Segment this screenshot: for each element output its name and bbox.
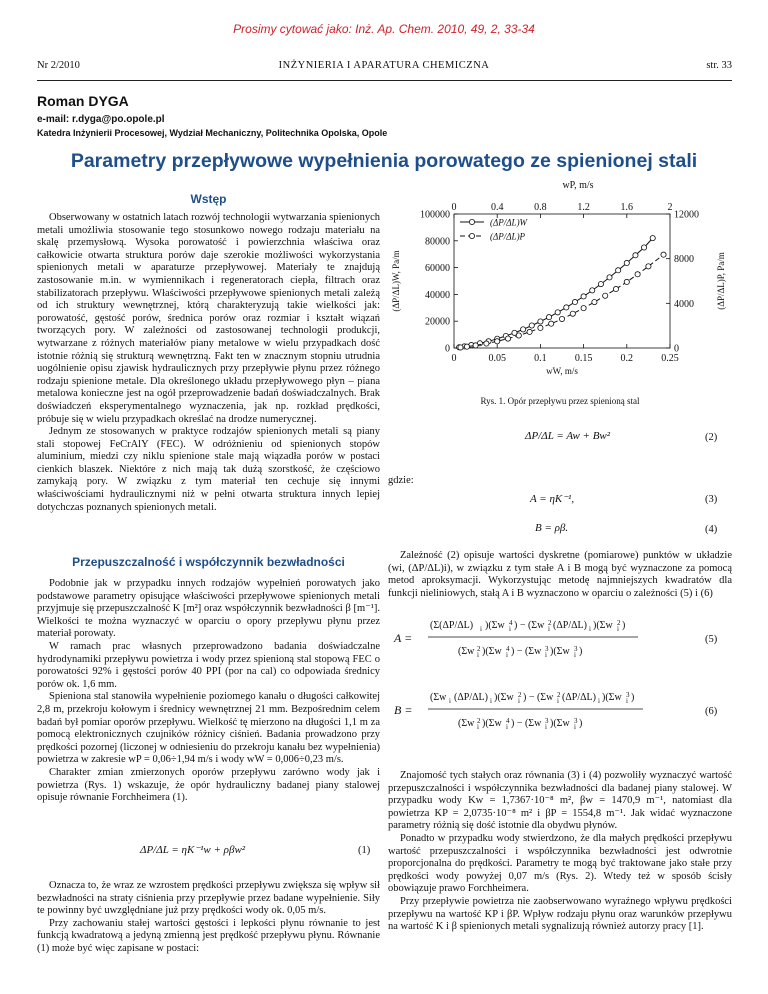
svg-text:i: i — [617, 625, 619, 633]
svg-text:4: 4 — [509, 619, 513, 627]
svg-text:(Σw: (Σw — [458, 646, 475, 657]
bottom-tick-label: 0.1 — [534, 353, 547, 364]
svg-text:) − (Σw: ) − (Σw — [514, 620, 545, 631]
air-data-point — [516, 333, 521, 338]
top-tick-label: 1.2 — [577, 202, 590, 213]
paragraph: Obserwowany w ostatnich latach rozwój technologii wytwarzania spienionych metali umożliwia stosowanie tego stosunkowo nowego rodzaju materiału na skalę przemysłową. Wysoka porowatość i powierzchnia właściwa oraz całkowicie otwarta struktura porów daje szerokie możliwości wykorzystania spienionych metali w aparaturze przepływowej. Materiały te znajdują zastosowanie m.in. w wymiennikach i regeneratorach ciepła, filtrach oraz stabilizatorach przepływu. Właściwości przepływowe spienionych metali zależą od ich struktury wewnętrznej, którą charakteryzują takie wielkości jak: porowatość, gęstość porów, średnica porów oraz rozmiar i kształt wiązań tworzących pory. W zależności od zastosowanej technologii produkcji, wytwarzane z różnych materiałów piany metalowe w wielu przypadkach dość istotnie różnią się strukturą wewnętrzną. Fakt ten w znacznym stopniu utrudnia uogólnienie opisu zjawisk hydraulicznych przy przepływie płynu przez różnego rodzaju spienione metale. Dla określonego układu przepływowego płyn – piana metalowa konieczne jest na ogół przeprowadzenie badań doświadczalnych. Brak doświadczeń eksperymentalnego wyznaczenia, jak np. rozkład prędkości, próbuje się w wielu przypadkach określać na drodze numerycznej. — [37, 212, 380, 425]
svg-text:) − (Σw: ) − (Σw — [511, 646, 542, 657]
air-data-point — [473, 343, 478, 348]
air-data-point — [505, 336, 510, 341]
water-data-point — [650, 236, 655, 241]
paragraph: Podobnie jak w przypadku innych rodzajów wypełnień porowatych jako podstawowe parametry opisujące właściwości przepływowe spienionych metali przyjmuje się przepuszczalność K [m²] oraz współczynnik bezwładności β [m⁻¹]. Wielkości te można wyznaczyć w oparciu o opory przepływu płynu przez materiał porowaty. — [37, 578, 380, 640]
paragraph: Oznacza to, że wraz ze wzrostem prędkości przepływu zwiększa się wpływ sił bezwładności na straty ciśnienia przy przepływie przez badane wypełnienie. Siły te powinny być uwzględniane już przy prędkości wody ok. 0,05 m/s. — [37, 880, 380, 917]
svg-text:(ΔP/ΔL): (ΔP/ΔL) — [454, 692, 488, 703]
water-data-point — [624, 260, 629, 265]
air-data-point — [592, 300, 597, 305]
right-tick-label: 0 — [674, 343, 679, 355]
svg-text:(Σ(ΔP/ΔL): (Σ(ΔP/ΔL) — [430, 620, 474, 631]
water-data-point — [564, 305, 569, 310]
left-tick-label: 20000 — [425, 316, 450, 328]
water-data-point — [598, 281, 603, 286]
intro-text — [37, 212, 380, 514]
equation-4: B = ρβ. — [535, 522, 569, 534]
post-equation-text — [37, 880, 380, 956]
water-data-point — [590, 288, 595, 293]
air-data-point — [559, 316, 564, 321]
top-axis-label: wP, m/s — [562, 180, 594, 191]
svg-text:)(Σw: )(Σw — [485, 620, 505, 631]
equation-2-number: (2) — [705, 432, 718, 443]
page-number: str. 33 — [706, 60, 732, 71]
svg-text:)(Σw: )(Σw — [550, 646, 570, 657]
svg-text:2: 2 — [548, 619, 552, 627]
air-data-point — [458, 345, 463, 350]
svg-text:i: i — [490, 697, 492, 705]
water-data-point — [529, 323, 534, 328]
equation-6-formula — [388, 678, 732, 742]
svg-text:)(Σw: )(Σw — [550, 718, 570, 729]
svg-text:i: i — [477, 723, 479, 731]
svg-text:i: i — [574, 651, 576, 659]
bottom-tick-label: 0 — [451, 353, 457, 364]
equation-3-number: (3) — [705, 494, 718, 505]
equation-1-number: (1) — [358, 845, 371, 856]
left-tick-label: 60000 — [425, 263, 450, 275]
svg-text:i: i — [506, 651, 508, 659]
svg-text:4: 4 — [506, 645, 510, 653]
series-line — [461, 255, 664, 348]
bottom-tick-label: 0.2 — [620, 353, 634, 364]
paragraph: Przy przepływie powietrza nie zaobserwowano wyraźnego wpływu prędkości przepływu na wartość KP i βP. Wpływ rodzaju płynu oraz warunków przepływu na wartość K i β spienionych metali sygnalizują również autorzy pracy [1]. — [388, 895, 732, 933]
water-data-point — [641, 245, 646, 250]
left-axis-label: (ΔP/ΔL)W, Pa/m — [391, 250, 401, 312]
bottom-tick-label: 0.15 — [574, 353, 593, 364]
svg-text:2: 2 — [518, 691, 522, 699]
svg-text:)(Σw: )(Σw — [482, 646, 502, 657]
svg-text:A =: A = — [394, 631, 413, 645]
paragraph: Ponadto w przypadku wody stwierdzono, że dla małych prędkości przepływu wartość przepuszczalności i współczynnika bezwładności jest odwrotnie proporcjonalna do prędkości. Parametry te mogą być traktowane jako stałe przy prędkości wody powyżej 0,07 m/s (Rys. 2). Wtedy też w sposób ścisły obowiązuje prawo Forchheimera. — [388, 832, 732, 895]
equation-3: A = ηK⁻¹, — [530, 493, 575, 505]
bottom-axis-label: wW, m/s — [546, 366, 578, 376]
svg-text:(ΔP/ΔL): (ΔP/ΔL) — [562, 692, 596, 703]
air-data-point — [464, 344, 469, 349]
plot-frame — [454, 214, 670, 348]
top-tick-label: 0 — [451, 202, 457, 213]
paragraph: Jednym ze stosowanych w praktyce rodzajów spienionych metali są piany stali stopowej FeCrAlY (FEC). W odróżnieniu od spienionych stopów aluminium, miedzi czy niklu spienione stale mają wiązadła porów w postaci cienkich blaszek. Niektóre z nich mają tak dużą szorstkość, że częściowo zamykają pory. W związku z tym materiał ten cechuje się innymi właściwościami hydraulicznymi niż w pełni otwarta struktura innych lepiej dotychczas poznanych spienionych metali. — [37, 426, 380, 513]
svg-text:i: i — [518, 697, 520, 705]
least-squares-text — [388, 550, 732, 600]
article-title: Parametry przepływowe wypełnienia porowatego ze spienionej stali — [70, 150, 698, 172]
air-data-point — [613, 286, 618, 291]
air-data-point — [527, 329, 532, 334]
series-line — [459, 238, 653, 347]
air-data-point — [484, 341, 489, 346]
citation-note: Prosimy cytować jako: Inż. Ap. Chem. 2010, 49, 2, 33-34 — [233, 22, 535, 36]
air-data-point — [570, 311, 575, 316]
svg-text:i: i — [545, 723, 547, 731]
gdzie-label: gdzie: — [388, 475, 414, 486]
left-tick-label: 100000 — [420, 209, 450, 221]
air-data-point — [581, 306, 586, 311]
svg-text:2: 2 — [477, 717, 481, 725]
svg-text:i: i — [545, 651, 547, 659]
legend-label: (ΔP/ΔL)P — [490, 231, 526, 242]
journal-name: INŻYNIERIA I APARATURA CHEMICZNA — [278, 60, 490, 71]
water-data-point — [521, 327, 526, 332]
svg-text:)(Σw: )(Σw — [593, 620, 613, 631]
legend-label: (ΔP/ΔL)W — [490, 217, 528, 228]
svg-text:2: 2 — [477, 645, 481, 653]
svg-text:i: i — [509, 625, 511, 633]
svg-text:i: i — [598, 697, 600, 705]
author-email[interactable]: e-mail: r.dyga@po.opole.pl — [37, 114, 165, 125]
svg-text:3: 3 — [574, 645, 578, 653]
figure-caption: Rys. 1. Opór przepływu przez spienioną stal — [480, 396, 640, 406]
top-tick-label: 2 — [667, 202, 673, 213]
pressure-drop-chart — [388, 176, 732, 396]
equation-2: ΔP/ΔL = Aw + Bw² — [525, 430, 611, 442]
header-rule — [37, 80, 732, 81]
top-tick-label: 0.4 — [490, 202, 504, 213]
equation-6-number: (6) — [705, 706, 718, 717]
svg-text:) − (Σw: ) − (Σw — [511, 718, 542, 729]
air-data-point — [549, 321, 554, 326]
left-tick-label: 0 — [445, 343, 450, 355]
bottom-tick-label: 0.05 — [488, 353, 506, 364]
equation-1: ΔP/ΔL = ηK⁻¹w + ρβw² — [140, 844, 246, 856]
svg-text:): ) — [622, 620, 626, 631]
air-data-point — [495, 339, 500, 344]
svg-text:B =: B = — [394, 703, 413, 717]
svg-text:i: i — [574, 723, 576, 731]
left-tick-label: 40000 — [425, 289, 450, 301]
svg-text:(Σw: (Σw — [430, 692, 447, 703]
air-data-point — [635, 272, 640, 277]
svg-text:4: 4 — [506, 717, 510, 725]
svg-text:)(Σw: )(Σw — [494, 692, 514, 703]
svg-text:): ) — [579, 718, 583, 729]
affiliation: Katedra Inżynierii Procesowej, Wydział Mechaniczny, Politechnika Opolska, Opole — [37, 128, 388, 138]
svg-text:)(Σw: )(Σw — [482, 718, 502, 729]
water-data-point — [581, 294, 586, 299]
legend-marker — [469, 233, 474, 238]
water-data-point — [607, 275, 612, 280]
equation-4-number: (4) — [705, 524, 718, 535]
issue-number: Nr 2/2010 — [37, 60, 80, 71]
svg-text:3: 3 — [574, 717, 578, 725]
left-tick-label: 80000 — [425, 236, 450, 248]
paragraph: Przy zachowaniu stałej wartości gęstości i lepkości płynu równanie to jest funkcją kwadratową a jedyną zmienną jest prędkość przepływu płynu. Równanie (1) może być więc zapisane w postaci: — [37, 917, 380, 954]
svg-text:3: 3 — [545, 645, 549, 653]
equation-5-number: (5) — [705, 634, 718, 645]
svg-text:(Σw: (Σw — [458, 718, 475, 729]
svg-text:i: i — [477, 651, 479, 659]
right-tick-label: 12000 — [674, 209, 699, 221]
svg-text:): ) — [579, 646, 583, 657]
paragraph: Spieniona stal stanowiła wypełnienie poziomego kanału o długości całkowitej 2,8 m, przekroju kołowym i średnicy wewnętrznej 21 mm. Bezpośrednim celem badań był pomiar oporów przepływu. Wielkość tę mierzono na długości 1,1 m za pomocą elektronicznych czujników różnicy ciśnień. Badania prowadzono przy prędkości pozornej (liczonej w odniesieniu do przekroju kanału bez wypełnienia) powietrza w zakresie wP = 0,06÷1,94 m/s i wody wW = 0,006÷0,23 m/s. — [37, 691, 380, 766]
paragraph: Charakter zmian zmierzonych oporów przepływu zarówno wody jak i powietrza (Rys. 1) wskazuje, że opór hydrauliczny badanej piany stalowej opisuje równanie Forchheimera (1). — [37, 766, 380, 804]
top-tick-label: 0.8 — [534, 202, 547, 213]
right-axis-label: (ΔP/ΔL)P, Pa/m — [716, 252, 726, 310]
svg-text:i: i — [506, 723, 508, 731]
water-data-point — [555, 310, 560, 315]
svg-text:) − (Σw: ) − (Σw — [523, 692, 554, 703]
svg-text:): ) — [631, 692, 635, 703]
svg-text:3: 3 — [626, 691, 630, 699]
section-heading-permeability: Przepuszczalność i współczynnik bezwładności — [72, 555, 345, 569]
svg-text:3: 3 — [545, 717, 549, 725]
svg-text:2: 2 — [557, 691, 561, 699]
air-data-point — [646, 264, 651, 269]
paragraph: W ramach prac własnych przeprowadzono badania doświadczalne hydrodynamiki przepływu powietrza i wody przez spienioną stal stopową FEC o porowatości 92% i gęstości porów 40 PPI (por na cal) co odpowiada średnicy porów ok. 1,6 mm. — [37, 640, 380, 690]
air-data-point — [624, 279, 629, 284]
right-tick-label: 8000 — [674, 254, 694, 266]
paragraph: Znajomość tych stałych oraz równania (3) i (4) pozwoliły wyznaczyć wartość przepuszczalności i współczynnika bezwładności dla badanej piany stalowej. W przypadku wody Kw = 1,7367·10⁻⁸ m², βw = 1470,9 m⁻¹, natomiast dla powietrza KP = 2,0735·10⁻⁸ m² i βP = 1554,8 m⁻¹. Jak widać wyznaczone parametry różnią się dość istotnie dla obydwu płynów. — [388, 770, 732, 832]
author-name: Roman DYGA — [37, 93, 129, 109]
svg-text:i: i — [626, 697, 628, 705]
water-data-point — [616, 268, 621, 273]
equation-5-formula — [388, 606, 732, 670]
results-text — [388, 770, 732, 934]
bottom-tick-label: 0.25 — [661, 353, 679, 364]
water-data-point — [633, 253, 638, 258]
water-data-point — [572, 299, 577, 304]
paragraph: Zależność (2) opisuje wartości dyskretne (pomiarowe) punktów w układzie (wi, (ΔP/ΔL)i), w związku z tym stałe A i B mogą być wyznaczone za pomocą metod aproksymacji. Wykorzystując metodę najmniejszych kwadratów dla funkcji nieliniowych, stałą A i B wyznaczono w oparciu o zależności (5) i (6) — [388, 550, 732, 599]
air-data-point — [661, 252, 666, 257]
svg-text:2: 2 — [617, 619, 621, 627]
right-tick-label: 4000 — [674, 298, 694, 310]
top-tick-label: 1.6 — [620, 202, 634, 213]
svg-text:i: i — [548, 625, 550, 633]
svg-text:i: i — [449, 697, 451, 705]
water-data-point — [538, 319, 543, 324]
svg-text:)(Σw: )(Σw — [602, 692, 622, 703]
svg-text:i: i — [557, 697, 559, 705]
legend-marker — [469, 219, 474, 224]
svg-text:i: i — [589, 625, 591, 633]
permeability-text — [37, 578, 380, 805]
air-data-point — [538, 325, 543, 330]
air-data-point — [603, 293, 608, 298]
water-data-point — [546, 315, 551, 320]
svg-text:i: i — [480, 625, 482, 633]
section-heading-intro: Wstęp — [190, 192, 227, 206]
svg-text:(ΔP/ΔL): (ΔP/ΔL) — [553, 620, 587, 631]
